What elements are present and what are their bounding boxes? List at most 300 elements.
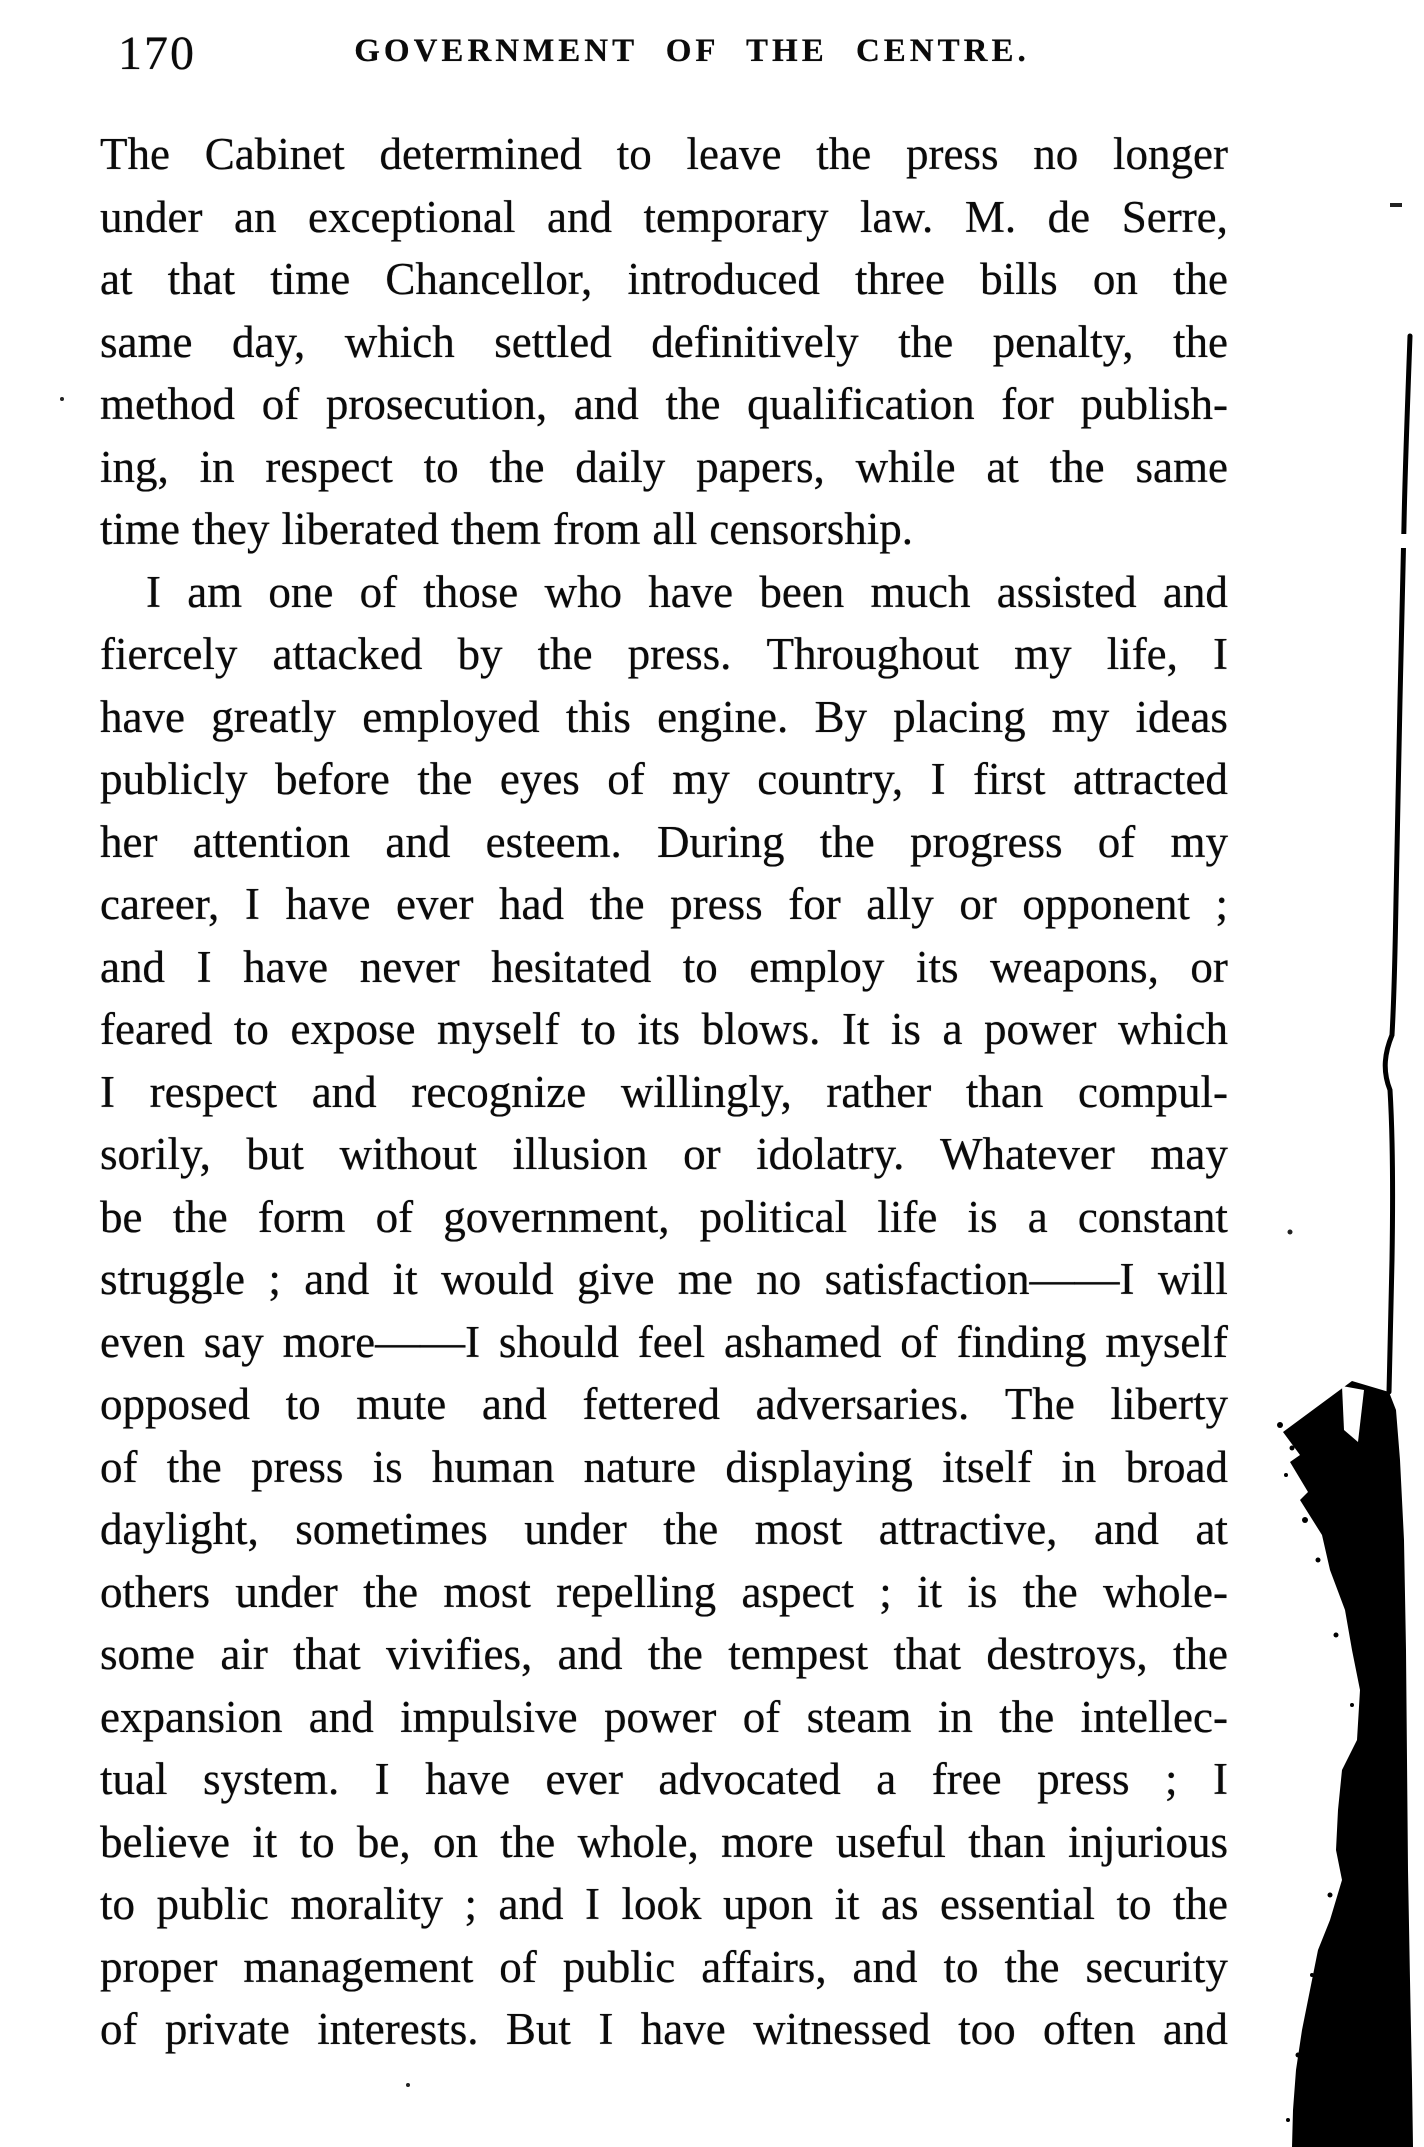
word: useful [835, 1816, 946, 1867]
word: and [557, 1629, 623, 1680]
word: longer [1113, 129, 1228, 180]
word: definitively [651, 316, 859, 367]
word: the [1172, 254, 1228, 305]
word: steam [806, 1691, 912, 1742]
word: feared [100, 1004, 213, 1055]
word: The [1004, 1379, 1075, 1430]
word: human [431, 1441, 555, 1492]
word: under [235, 1566, 338, 1617]
word: my [1014, 629, 1072, 680]
word: affairs, [701, 1941, 827, 1992]
word: expose [290, 1004, 416, 1055]
word: public [156, 1879, 269, 1930]
word: as [881, 1879, 919, 1930]
word: vivifies, [385, 1629, 533, 1680]
word: this [565, 691, 631, 742]
word: the [898, 316, 954, 367]
text-line [100, 1311, 1228, 1374]
word: ; [268, 1254, 281, 1305]
word: or [1190, 941, 1228, 992]
word: and [573, 379, 639, 430]
word: than [965, 1066, 1044, 1117]
word: I [244, 879, 260, 930]
text-line [100, 1748, 1228, 1811]
word: should [498, 1316, 619, 1367]
word: no [756, 1254, 802, 1305]
word: a [876, 1754, 897, 1805]
word: hesitated [491, 941, 652, 992]
word: employ [749, 941, 885, 992]
word: Whatever [939, 1129, 1115, 1180]
word: me [677, 1254, 733, 1305]
word: life [877, 1191, 938, 1242]
word: and [1162, 2004, 1228, 2055]
word: my [672, 754, 730, 805]
word: greatly [211, 691, 337, 742]
word: tual [100, 1754, 168, 1805]
word: system. [202, 1754, 340, 1805]
word: I [146, 566, 161, 617]
word: Cabinet [204, 129, 345, 180]
word: is [890, 1004, 921, 1055]
word: have [648, 566, 734, 617]
word: to [233, 1004, 269, 1055]
word: progress [910, 816, 1063, 867]
word: before [274, 754, 390, 805]
word: compul- [1078, 1066, 1228, 1117]
word: attacked [272, 629, 423, 680]
word: whole- [1103, 1566, 1228, 1617]
word: attractive, [878, 1504, 1058, 1555]
word: a [1027, 1191, 1048, 1242]
word: time [100, 504, 180, 555]
word: the [999, 1691, 1055, 1742]
word: have [640, 2004, 726, 2055]
word: they [191, 504, 270, 555]
text-line [100, 123, 1228, 186]
word: witnessed [753, 2004, 931, 2055]
word: the [363, 1566, 419, 1617]
word: for [788, 879, 841, 930]
word: I [100, 1066, 115, 1117]
word: it [252, 1816, 278, 1867]
word: look [621, 1879, 702, 1930]
word: to [1116, 1879, 1152, 1930]
word: would [441, 1254, 554, 1305]
word: sometimes [295, 1504, 488, 1555]
word: that [167, 254, 236, 305]
word: papers, [696, 441, 825, 492]
word: them [450, 504, 541, 555]
word: even [100, 1316, 185, 1367]
word: by [457, 629, 503, 680]
body-text [100, 123, 1228, 2061]
word: censorship. [709, 504, 914, 555]
word: Throughout [766, 629, 979, 680]
word: I [1213, 629, 1228, 680]
word: to [299, 1816, 335, 1867]
word: for [1001, 379, 1054, 430]
word: and [498, 1879, 564, 1930]
word: displaying [725, 1441, 913, 1492]
text-line [100, 311, 1228, 374]
word: under [524, 1504, 627, 1555]
word: and [1093, 1504, 1159, 1555]
word: the [665, 379, 721, 430]
word: to [943, 1941, 979, 1992]
word: ; [1215, 879, 1228, 930]
word: M. [964, 191, 1017, 242]
text-line [100, 436, 1228, 499]
word: The [100, 129, 170, 180]
word: government, [443, 1191, 670, 1242]
word: recognize [411, 1066, 587, 1117]
text-line [100, 1186, 1228, 1249]
word: the [489, 441, 545, 492]
word: power [983, 1004, 1097, 1055]
text-line [100, 1686, 1228, 1749]
text-line [100, 811, 1228, 874]
word: of [900, 1316, 938, 1367]
text-line [100, 1561, 1228, 1624]
word: of [100, 2004, 138, 2055]
word: than [968, 1816, 1046, 1867]
word: engine. [657, 691, 789, 742]
text-line [100, 748, 1228, 811]
word: at [100, 254, 133, 305]
word: in [937, 1691, 973, 1742]
word: to [285, 1379, 321, 1430]
word: is [967, 1191, 998, 1242]
word: de [1047, 191, 1091, 242]
word: which [344, 316, 455, 367]
word: daily [575, 441, 666, 492]
word: am [187, 566, 243, 617]
word: air [220, 1629, 268, 1680]
word: placing [893, 691, 1026, 742]
word: ing, [100, 441, 169, 492]
word: never [359, 941, 460, 992]
text-line [100, 1873, 1228, 1936]
word: power [603, 1691, 717, 1742]
scan-line-gap [1396, 534, 1412, 548]
word: I [1212, 1754, 1228, 1805]
word: too [958, 2004, 1016, 2055]
word: willingly, [620, 1066, 792, 1117]
word: essential [940, 1879, 1095, 1930]
word: of [261, 379, 300, 430]
text-line [100, 1436, 1228, 1499]
word: of [742, 1691, 781, 1742]
word: the [166, 1441, 222, 1492]
word: three [855, 254, 945, 305]
text-line [100, 1998, 1228, 2061]
text-line [100, 561, 1228, 624]
word: the [663, 1504, 719, 1555]
word: daylight, [100, 1504, 259, 1555]
word: tempest [728, 1629, 869, 1680]
word: that [293, 1629, 361, 1680]
word: its [637, 1004, 681, 1055]
word: of [607, 754, 645, 805]
word: illusion [512, 1129, 648, 1180]
word: time [270, 254, 351, 305]
word: I [374, 1754, 390, 1805]
word: at [986, 441, 1019, 492]
text-line [100, 623, 1228, 686]
word: nature [583, 1441, 697, 1492]
word: attracted [1073, 754, 1228, 805]
word: press [670, 879, 763, 930]
word: more [721, 1816, 814, 1867]
word: the [537, 629, 593, 680]
word: feel [637, 1316, 706, 1367]
text-line [100, 1248, 1228, 1311]
word: country, [757, 754, 904, 805]
word: of [499, 1941, 537, 1992]
word: introduced [627, 254, 820, 305]
word: its [915, 941, 959, 992]
word: and [852, 1941, 918, 1992]
word: the [819, 816, 875, 867]
word: security [1085, 1941, 1228, 1992]
word: broad [1125, 1441, 1228, 1492]
word: the [1049, 441, 1105, 492]
word: fiercely [100, 629, 238, 680]
word: But [505, 2004, 571, 2055]
word: under [100, 191, 203, 242]
text-line [100, 998, 1228, 1061]
word: most [754, 1504, 843, 1555]
word: the [1172, 1629, 1228, 1680]
word: struggle [100, 1254, 245, 1305]
word: on [1092, 254, 1138, 305]
word: the [1172, 316, 1228, 367]
text-line [100, 1936, 1228, 1999]
text-line [100, 248, 1228, 311]
word: or [683, 1129, 721, 1180]
word: expansion [100, 1691, 283, 1742]
word: press [1037, 1754, 1130, 1805]
word: intellec- [1080, 1691, 1228, 1742]
word: but [246, 1129, 304, 1180]
blotch-notch [1342, 1386, 1364, 1442]
word: be [100, 1191, 143, 1242]
word: some [100, 1629, 195, 1680]
word: press [250, 1441, 344, 1492]
word: aspect [741, 1566, 854, 1617]
word: it [392, 1254, 418, 1305]
word: weapons, [990, 941, 1159, 992]
word: the [647, 1629, 703, 1680]
word: one [268, 566, 334, 617]
word: my [1051, 691, 1110, 742]
text-line [100, 373, 1228, 436]
word: publish- [1080, 379, 1228, 430]
word: injurious [1067, 1816, 1228, 1867]
word: qualification [747, 379, 975, 430]
word: first [973, 754, 1046, 805]
word: the [500, 1816, 556, 1867]
word: press [905, 129, 999, 180]
word: which [1117, 1004, 1228, 1055]
word: have [100, 691, 185, 742]
text-line [100, 1061, 1228, 1124]
word: from [552, 504, 641, 555]
word: the [1022, 1566, 1078, 1617]
word: an [234, 191, 277, 242]
word: to [580, 1004, 616, 1055]
word: and [304, 1254, 370, 1305]
word: who [544, 566, 622, 617]
word: more——I [282, 1316, 481, 1367]
text-line [100, 1811, 1228, 1874]
text-line [100, 1623, 1228, 1686]
word: myself [1105, 1316, 1228, 1367]
word: in [199, 441, 235, 492]
word: It [841, 1004, 870, 1055]
word: esteem. [485, 816, 622, 867]
word: the [172, 1191, 228, 1242]
word: finding [956, 1316, 1087, 1367]
word: others [100, 1566, 210, 1617]
word: rather [826, 1066, 932, 1117]
word: eyes [499, 754, 580, 805]
word: it [834, 1879, 860, 1930]
word: the [1172, 1879, 1228, 1930]
word: ever [396, 879, 474, 930]
word: free [931, 1754, 1002, 1805]
text-line [100, 498, 1228, 561]
word: ; [1165, 1754, 1178, 1805]
word: most [443, 1566, 531, 1617]
text-line [100, 873, 1228, 936]
word: and [385, 816, 451, 867]
word: Serre, [1121, 191, 1228, 242]
text-line [100, 1498, 1228, 1561]
word: I [196, 941, 212, 992]
word: constant [1077, 1191, 1228, 1242]
word: fettered [582, 1379, 720, 1430]
word: on [432, 1816, 478, 1867]
word: and [481, 1379, 547, 1430]
word: ever [545, 1754, 623, 1805]
word: to [616, 129, 652, 180]
text-line [100, 1123, 1228, 1186]
word: satisfaction——I [824, 1254, 1135, 1305]
word: it [917, 1566, 943, 1617]
ink-blotch-artifact [1283, 1381, 1413, 2147]
word: to [100, 1879, 136, 1930]
word: of [359, 566, 398, 617]
word: idolatry. [756, 1129, 905, 1180]
word: believe [100, 1816, 230, 1867]
word: the [589, 879, 645, 930]
word: adversaries. [755, 1379, 970, 1430]
word: respect [265, 441, 393, 492]
word: is [967, 1566, 998, 1617]
word: temporary [643, 191, 829, 242]
word: whole, [577, 1816, 699, 1867]
word: ; [464, 1879, 477, 1930]
word: a [942, 1004, 963, 1055]
word: During [657, 816, 785, 867]
word: method [100, 379, 235, 430]
word: had [499, 879, 564, 930]
word: mute [356, 1379, 447, 1430]
word: I [598, 2004, 614, 2055]
word: By [814, 691, 867, 742]
ink-speckles [1277, 1422, 1354, 2122]
word: Chancellor, [385, 254, 593, 305]
word: have [425, 1754, 511, 1805]
word: and [547, 191, 612, 242]
word: ; [879, 1566, 892, 1617]
text-line [100, 186, 1228, 249]
word: itself [942, 1441, 1033, 1492]
word: of [1097, 816, 1136, 867]
word: of [375, 1191, 414, 1242]
word: and [311, 1066, 377, 1117]
word: much [870, 566, 971, 617]
word: management [243, 1941, 474, 1992]
word: have [243, 941, 329, 992]
word: liberty [1110, 1379, 1228, 1430]
word: may [1150, 1129, 1228, 1180]
word: exceptional [308, 191, 516, 242]
word: publicly [100, 754, 248, 805]
word: my [1170, 816, 1228, 867]
word: and [100, 941, 165, 992]
word: bills [980, 254, 1058, 305]
word: life, [1106, 629, 1178, 680]
word: determined [379, 129, 582, 180]
page-number: 170 [118, 27, 196, 80]
word: have [285, 879, 371, 930]
word: opposed [100, 1379, 250, 1430]
word: same [1135, 441, 1228, 492]
word: without [339, 1129, 477, 1180]
word: opponent [1022, 879, 1190, 930]
word: ally [866, 879, 934, 930]
word: law. [860, 191, 934, 242]
word: sorily, [100, 1129, 211, 1180]
word: interests. [317, 2004, 479, 2055]
word: say [203, 1316, 264, 1367]
word: the [417, 754, 473, 805]
word: to [423, 441, 459, 492]
word: the [816, 129, 872, 180]
word: press. [627, 629, 732, 680]
word: I [584, 1879, 600, 1930]
word: is [372, 1441, 403, 1492]
text-line [100, 936, 1228, 999]
word: political [699, 1191, 848, 1242]
word: or [959, 879, 997, 930]
word: in [1061, 1441, 1097, 1492]
word: give [576, 1254, 655, 1305]
word: day, [231, 316, 306, 367]
word: ideas [1135, 691, 1228, 742]
word: while [855, 441, 956, 492]
word: of [100, 1441, 138, 1492]
word: form [257, 1191, 346, 1242]
word: repelling [556, 1566, 717, 1617]
word: ashamed [724, 1316, 882, 1367]
word: at [1195, 1504, 1228, 1555]
word: leave [686, 129, 782, 180]
word: private [164, 2004, 290, 2055]
